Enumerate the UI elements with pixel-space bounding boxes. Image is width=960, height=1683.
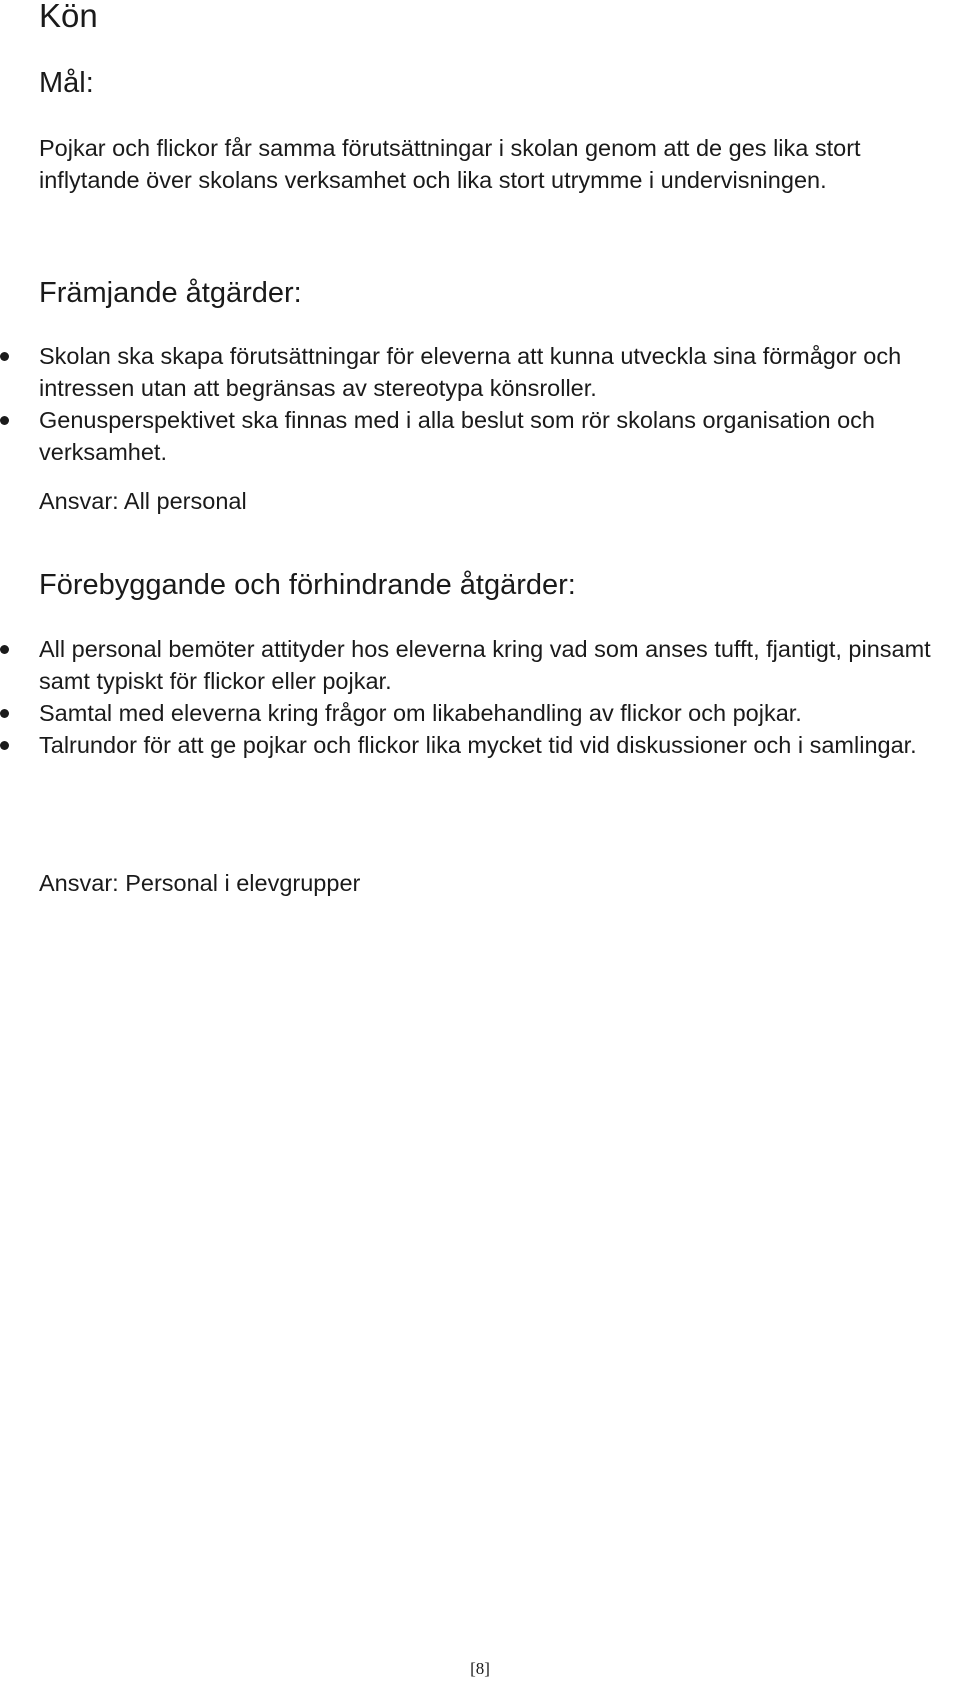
list-item-text: Skolan ska skapa förutsättningar för eleverna att kunna utveckla sina förmågor och intressen utan att begränsas av stereotypa könsroller. — [39, 343, 902, 401]
goal-heading: Mål: — [39, 67, 94, 99]
list-item-text: Talrundor för att ge pojkar och flickor lika mycket tid vid diskussioner och i samlingar. — [39, 732, 917, 758]
list-item-text: Genusperspektivet ska finnas med i alla beslut som rör skolans organisation och verksamhet. — [39, 407, 875, 465]
list-item-text: All personal bemöter attityder hos eleverna kring vad som anses tufft, fjantigt, pinsamt samt typiskt för flickor eller pojkar. — [39, 636, 931, 694]
bullet-icon — [0, 741, 9, 750]
bullet-icon — [0, 645, 9, 654]
promoting-heading: Främjande åtgärder: — [39, 277, 302, 309]
preventive-list — [0, 633, 945, 761]
preventive-responsibility: Ansvar: Personal i elevgrupper — [39, 870, 361, 896]
list-item — [0, 404, 945, 468]
list-item — [0, 633, 945, 697]
bullet-icon — [0, 709, 9, 718]
bullet-icon — [0, 416, 9, 425]
preventive-heading: Förebyggande och förhindrande åtgärder: — [39, 569, 576, 601]
list-item — [0, 729, 945, 761]
goal-text: Pojkar och flickor får samma förutsättningar i skolan genom att de ges lika stort inflytande över skolans verksamhet och lika stort utrymme i undervisningen. — [39, 135, 861, 193]
list-item — [0, 340, 945, 404]
page-number: [8] — [470, 1659, 490, 1678]
page-title: Kön — [39, 0, 98, 34]
promoting-responsibility: Ansvar: All personal — [39, 488, 247, 514]
bullet-icon — [0, 352, 9, 361]
list-item-text: Samtal med eleverna kring frågor om likabehandling av flickor och pojkar. — [39, 700, 802, 726]
promoting-list — [0, 340, 945, 468]
list-item — [0, 697, 945, 729]
